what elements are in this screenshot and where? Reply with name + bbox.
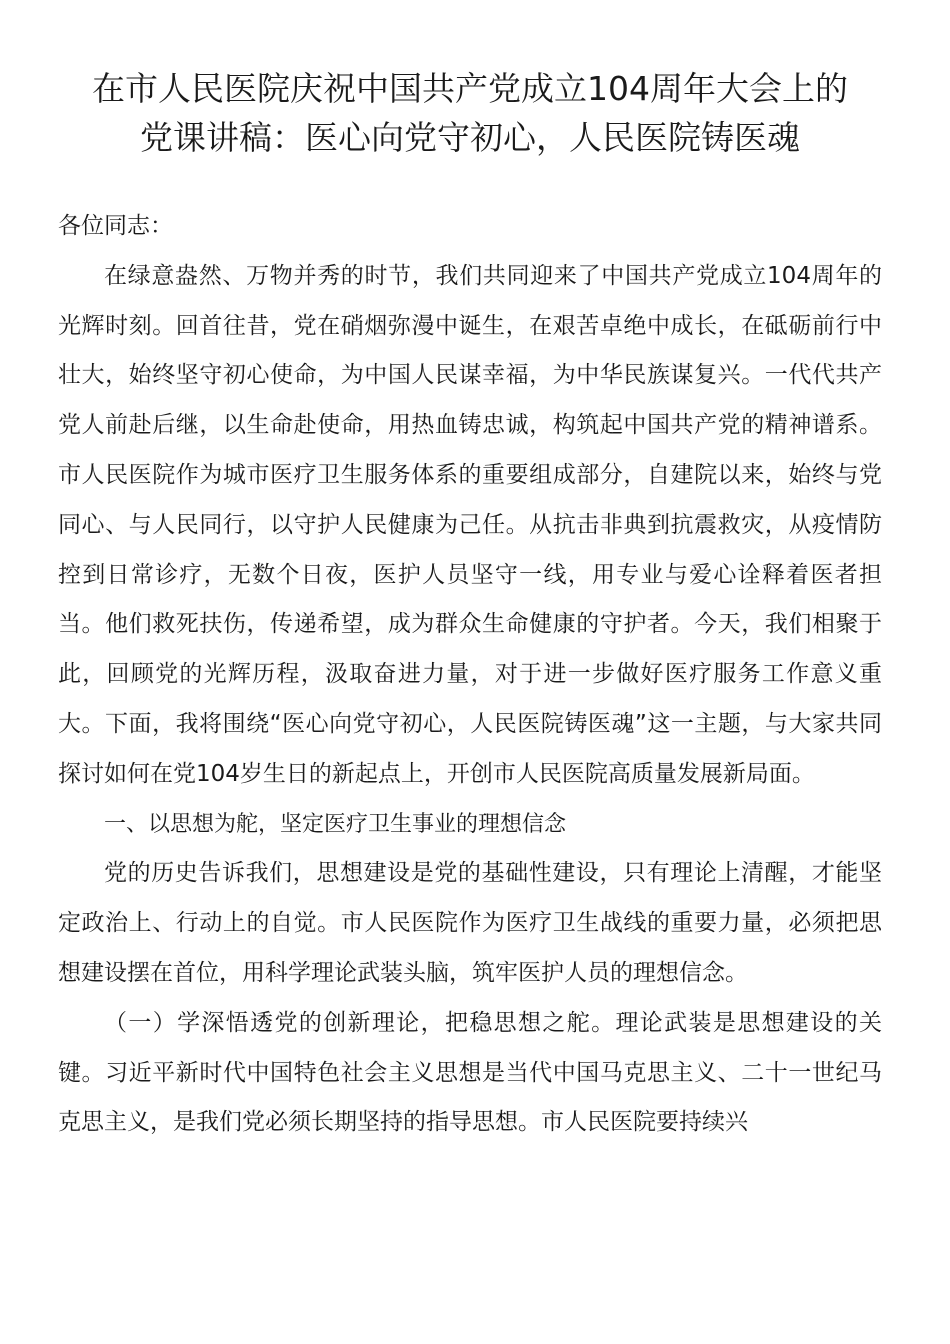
section-heading-1: 一、以思想为舵，坚定医疗卫生事业的理想信念 xyxy=(104,811,567,837)
title-line-2: 党课讲稿：医心向党守初心，人民医院铸医魂 xyxy=(140,118,800,157)
paragraph-section-1: 党的历史告诉我们，思想建设是党的基础性建设，只有理论上清醒，才能坚定政治上、行动上的自觉。市人民医院作为医疗卫生战线的重要力量，必须把思想建设摆在首位，用科学理论武装头脑，筑牢医护人员的理想信念。 xyxy=(58,860,882,986)
document-title xyxy=(58,64,882,162)
paragraph-subsection-1: （一）学深悟透党的创新理论，把稳思想之舵。理论武装是思想建设的关键。习近平新时代中国特色社会主义思想是当代中国马克思主义、二十一世纪马克思主义，是我们党必须长期坚持的指导思想。市人民医院要持续兴 xyxy=(58,1009,882,1136)
title-line-1: 在市人民医院庆祝中国共产党成立104周年大会上的 xyxy=(92,69,848,108)
paragraph-intro: 在绿意盎然、万物并秀的时节，我们共同迎来了中国共产党成立104周年的光辉时刻。回首往昔，党在硝烟弥漫中诞生，在艰苦卓绝中成长，在砥砺前行中壮大，始终坚守初心使命，为中国人民谋幸福，为中华民族谋复兴。一代代共产党人前赴后继，以生命赴使命，用热血铸忠诚，构筑起中国共产党的精神谱系。市人民医院作为城市医疗卫生服务体系的重要组成部分，自建院以来，始终与党同心、与人民同行，以守护人民健康为己任。从抗击非典到抗震救灾，从疫情防控到日常诊疗，无数个日夜，医护人员坚守一线，用专业与爱心诠释着医者担当。他们救死扶伤，传递希望，成为群众生命健康的守护者。今天，我们相聚于此，回顾党的光辉历程，汲取奋进力量，对于进一步做好医疗服务工作意义重大。下面，我将围绕“医心向党守初心，人民医院铸医魂”这一主题，与大家共同探讨如何在党104岁生日的新起点上，开创市人民医院高质量发展新局面。 xyxy=(58,262,882,787)
salutation: 各位同志： xyxy=(58,213,173,239)
